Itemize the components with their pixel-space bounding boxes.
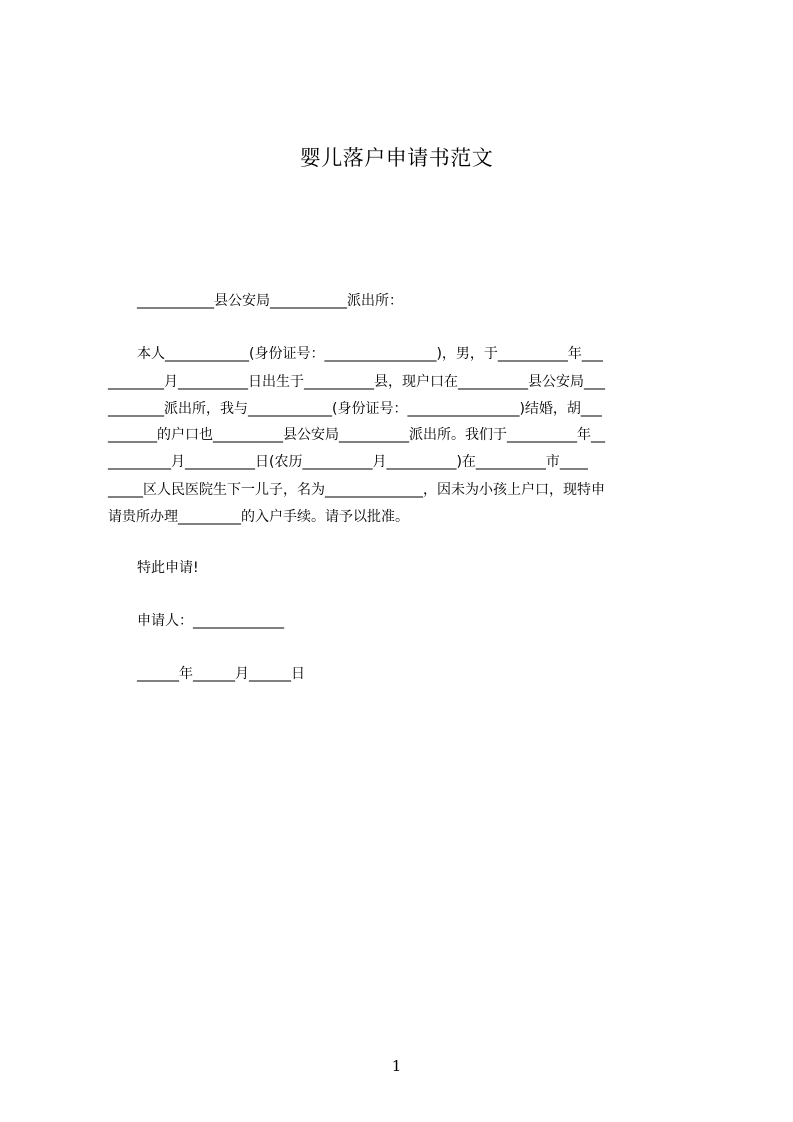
- closing-line: 特此申请!: [137, 560, 199, 576]
- body-line: ________派出所，我与____________(身份证号：________________)结婚，胡___: [108, 401, 602, 417]
- body-line: ________月__________日出生于__________县，现户口在__________县公安局___: [108, 374, 605, 390]
- addressee-line: ___________县公安局___________派出所：: [137, 293, 403, 309]
- applicant-line: 申请人：_____________: [137, 613, 284, 629]
- body-line: _____区人民医院生下一儿子，名为______________，因未为小孩上户口，现特申: [108, 482, 605, 498]
- body-line: _______的户口也__________县公安局__________派出所。我们于__________年__: [108, 427, 605, 443]
- document-title: 婴儿落户申请书范文: [299, 146, 494, 170]
- date-line: ______年______月______日: [137, 666, 305, 682]
- page-number: 1: [391, 1057, 402, 1075]
- body-line: 本人____________(身份证号：________________)，男，于__________年___: [137, 346, 603, 362]
- body-line: _________月__________日(农历__________月__________)在__________市____: [108, 454, 588, 470]
- body-line: 请贵所办理_________的入户手续。请予以批准。: [108, 509, 409, 525]
